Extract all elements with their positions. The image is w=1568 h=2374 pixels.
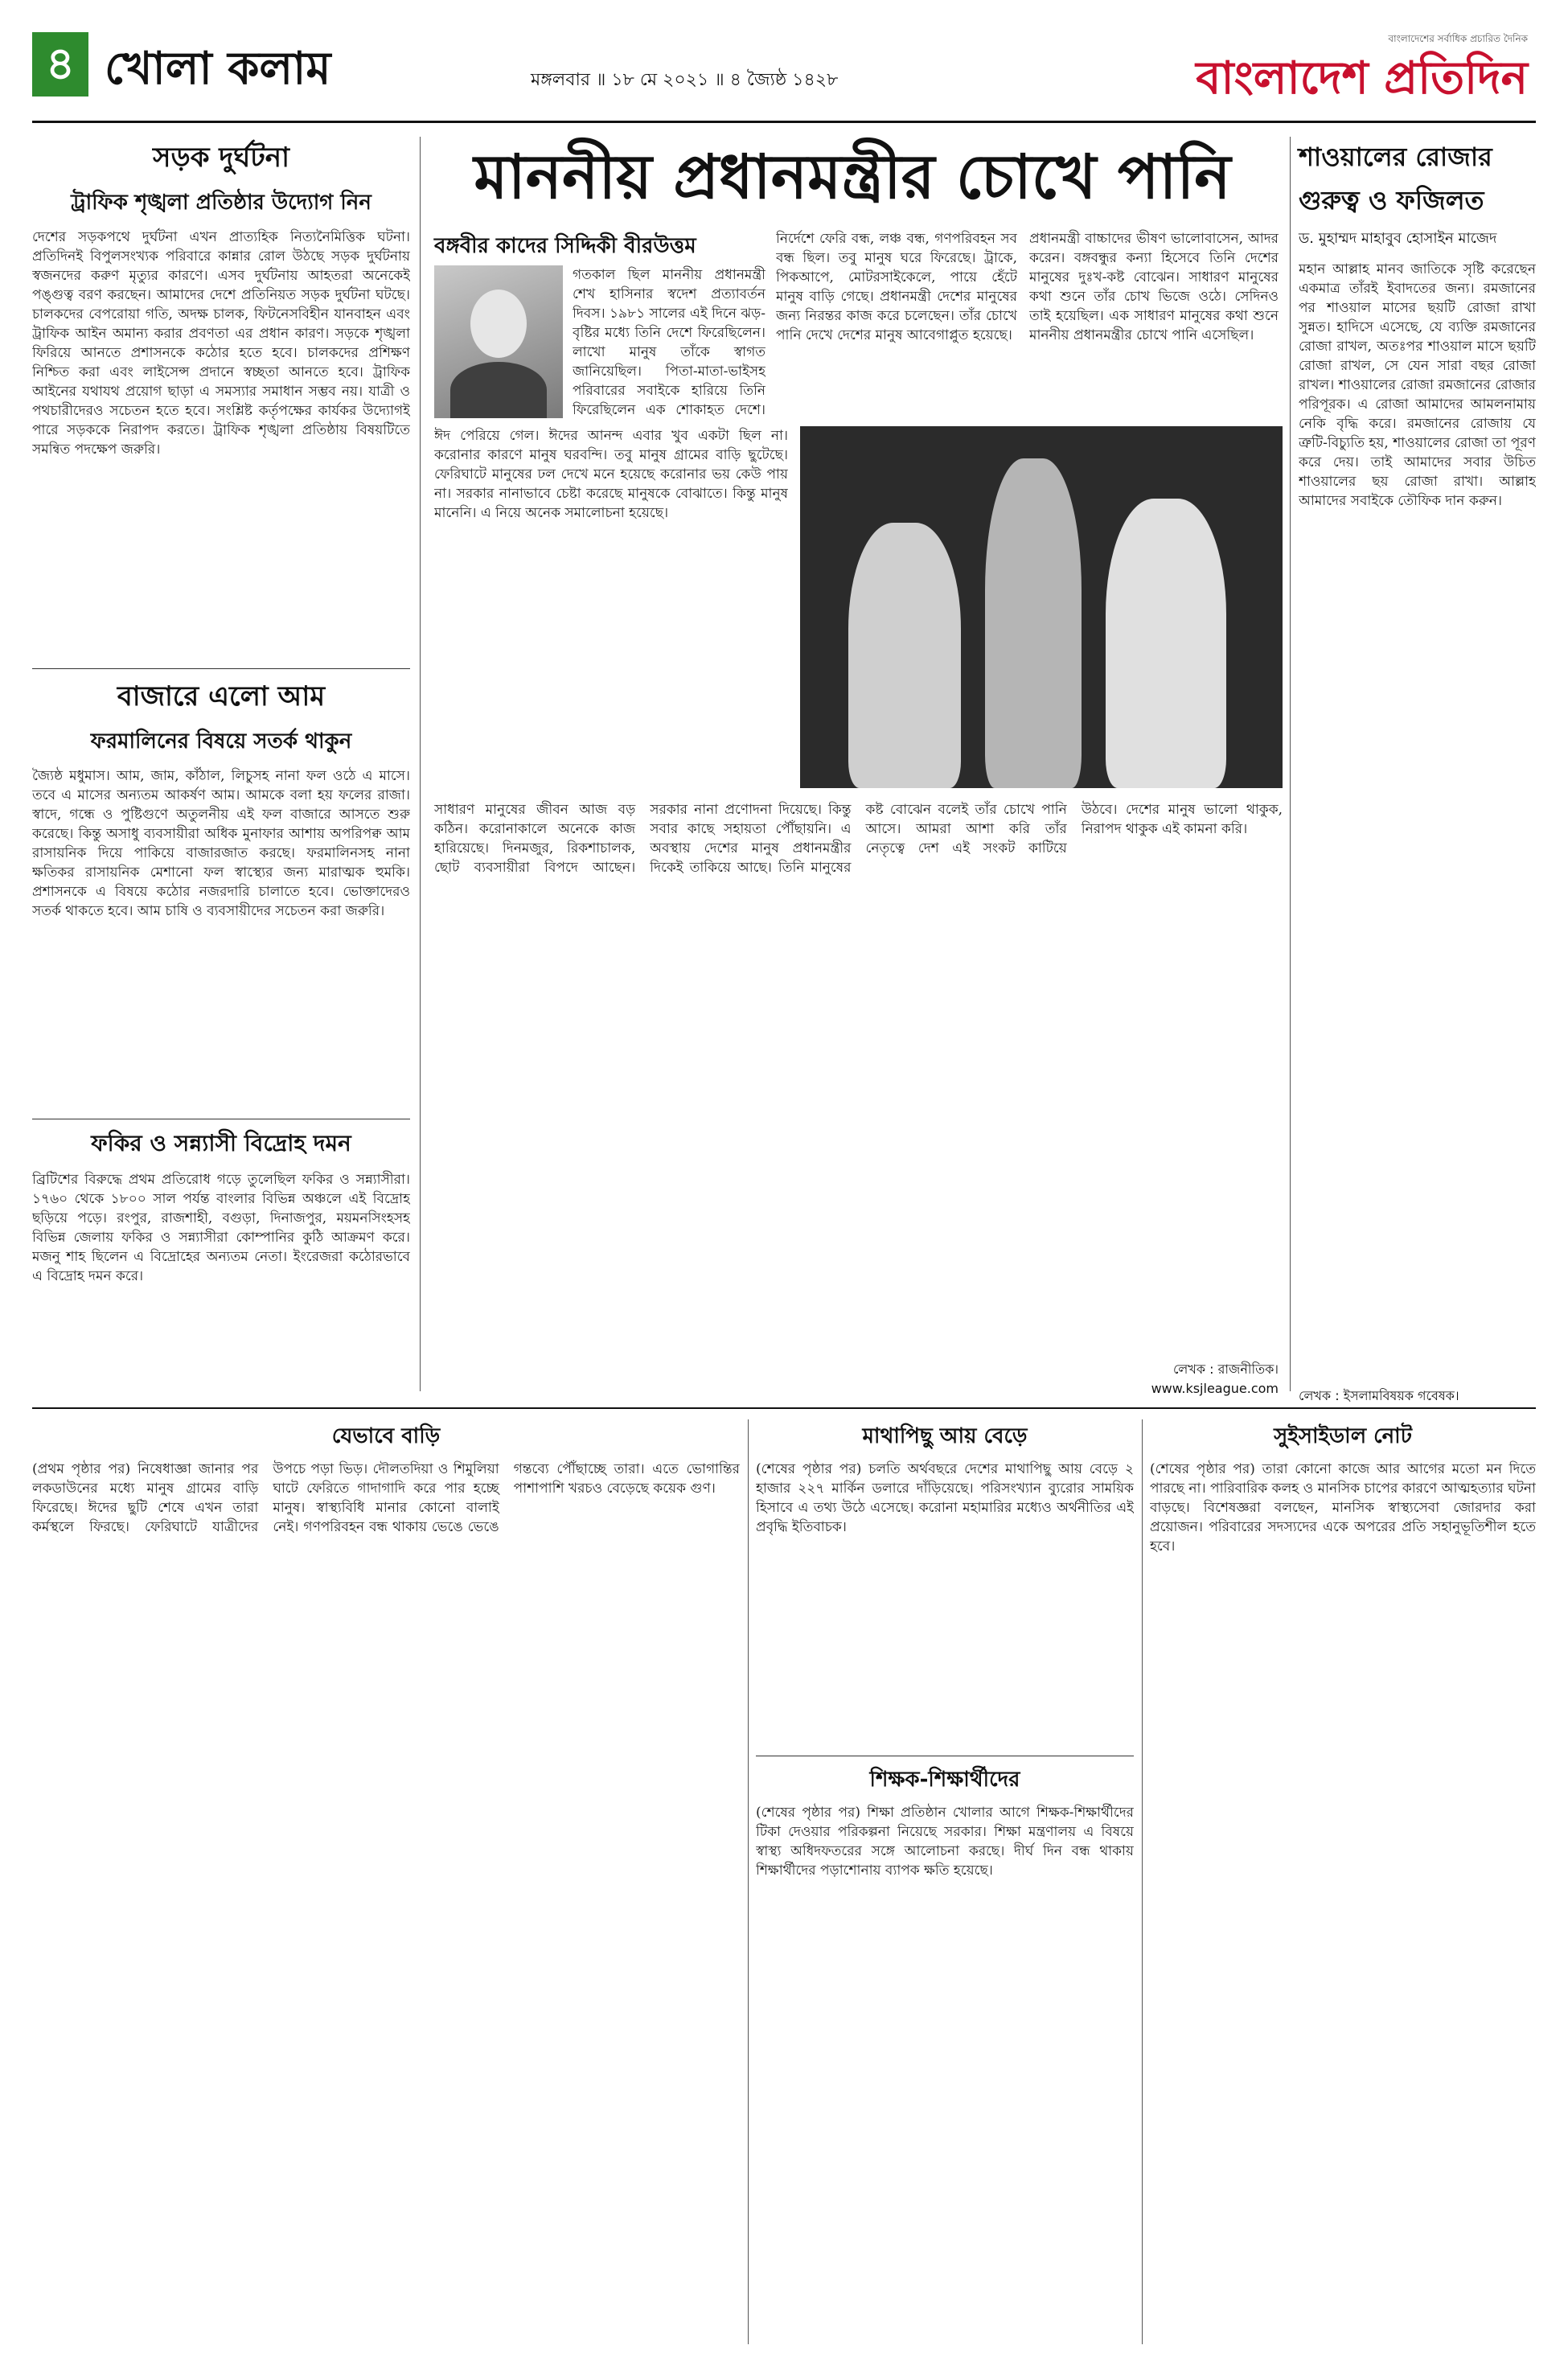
history-body: ব্রিটিশের বিরুদ্ধে প্রথম প্রতিরোধ গড়ে তুলেছিল ফকির ও সন্ন্যাসীরা। ১৭৬০ থেকে ১৮০০ সাল পর্যন্ত বাংলার বিভিন্ন অঞ্চলে এই বিদ্রোহ ছড়িয়ে পড়ে। রংপুর, রাজশাহী, বগুড়া, দিনাজপুর, ময়মনসিংহসহ বিভিন্ন জেলায় ফকির ও সন্ন্যাসীরা কোম্পানির কুঠি আক্রমণ করে। মজনু শাহ ছিলেন এ বিদ্রোহের অন্যতম নেতা। ইংরেজরা কঠোরভাবে এ বিদ্রোহ দমন করে। [32, 1172, 410, 1284]
section-name: খোলা কলাম [105, 43, 331, 95]
column-divider [420, 137, 421, 1391]
masthead [32, 32, 1536, 121]
editorial-subhead: ট্রাফিক শৃঙ্খলা প্রতিষ্ঠার উদ্যোগ নিন [71, 191, 371, 215]
divider [32, 668, 410, 669]
dateline: মঙ্গলবার ॥ ১৮ মে ২০২১ ॥ ৪ জ্যৈষ্ঠ ১৪২৮ [531, 70, 839, 90]
religious-footnote: লেখক : ইসলামবিষয়ক গবেষক। [1299, 1388, 1459, 1403]
author-face [470, 290, 527, 358]
author-credit: লেখক : রাজনীতিক। [1172, 1362, 1279, 1377]
bottom-body: (শেষের পৃষ্ঠার পর) শিক্ষা প্রতিষ্ঠান খোলার আগে শিক্ষক-শিক্ষার্থীদের টিকা দেওয়ার পরিকল্পনা নিয়েছে সরকার। শিক্ষা মন্ত্রণালয় এ বিষয়ে স্বাস্থ্য অধিদফতরের সঙ্গে আলোচনা করছে। দীর্ঘ দিন বন্ধ থাকায় শিক্ষার্থীদের পড়াশোনায় ব্যাপক ক্ষতি হয়েছে। [756, 1805, 1134, 1879]
news-photo [800, 426, 1283, 788]
main-col-2: ঈদ পেরিয়ে গেল। ঈদের আনন্দ এবার খুব একটা ছিল না। করোনার কারণে মানুষ ঘরবন্দি। তবু মানুষ গ্রামের বাড়ি ছুটেছে। ফেরিঘাটে মানুষের ঢল দেখে মনে হয়েছে করোনার ভয় কেউ পায় না। সরকার নানাভাবে চেষ্টা করেছে মানুষকে বোঝাতে। কিন্তু মানুষ মানেনি। এ নিয়ে অনেক সমালোচনা হয়েছে। [434, 428, 788, 521]
bottom-body: (শেষের পৃষ্ঠার পর) তারা কোনো কাজে আর আগের মতো মন দিতে পারছে না। পারিবারিক কলহ ও মানসিক চাপের কারণে আত্মহত্যার ঘটনা বাড়ছে। বিশেষজ্ঞরা বলছেন, মানসিক স্বাস্থ্যসেবা জোরদার করা প্রয়োজন। পরিবারের সদস্যদের একে অপরের প্রতি সহানুভূতিশীল হতে হবে। [1150, 1461, 1536, 1555]
editorial-body: দেশের সড়কপথে দুর্ঘটনা এখন প্রাত্যহিক নিত্যনৈমিত্তিক ঘটনা। প্রতিদিনই বিপুলসংখ্যক পরিবারে কান্নার রোল উঠছে সড়ক দুর্ঘটনায় স্বজনদের করুণ মৃত্যুর কারণে। এসব দুর্ঘটনায় আহতরা অনেকেই পঙ্গুত্ব বরণ করছেন। আমাদের দেশে প্রতিনিয়ত সড়ক দুর্ঘটনা ঘটছে। চালকদের বেপরোয়া গতি, অদক্ষ চালক, ফিটনেসবিহীন যানবাহন এবং ট্রাফিক আইন অমান্য করার প্রবণতা এর প্রধান কারণ। সড়কে শৃঙ্খলা ফিরিয়ে আনতে প্রশাসনকে কঠোর হতে হবে। চালকদের প্রশিক্ষণ নিশ্চিত করা এবং লাইসেন্স প্রদানে স্বচ্ছতা আনতে হবে। ট্রাফিক আইনের যথাযথ প্রয়োগ ছাড়া এ সমস্যার সমাধান সম্ভব নয়। যাত্রী ও পথচারীদেরও সচেতন হতে হবে। সংশ্লিষ্ট কর্তৃপক্ষের কার্যকর উদ্যোগই পারে সড়ককে নিরাপদ করতে। ট্রাফিক শৃঙ্খলা প্রতিষ্ঠায় বিষয়টিতে সমন্বিত পদক্ষেপ জরুরি। [32, 229, 410, 458]
editorial-kicker: সড়ক দুর্ঘটনা [153, 142, 289, 174]
bottom-col-4 [1150, 1419, 1536, 2344]
main-footnote [1029, 1359, 1279, 1399]
header-rule [32, 121, 1536, 123]
page-number: ৪ [32, 32, 88, 97]
column-divider [748, 1419, 749, 2344]
photo-figure [985, 458, 1082, 788]
column-divider [1142, 1419, 1143, 2344]
history-title: ফকির ও সন্ন্যাসী বিদ্রোহ দমন [91, 1130, 351, 1156]
photo-figure [848, 523, 961, 788]
bottom-headline: যেভাবে বাড়ি [331, 1424, 441, 1448]
editorial-road-accident [32, 137, 410, 662]
bottom-col-3 [756, 1419, 1134, 2344]
bottom-body: (শেষের পৃষ্ঠার পর) চলতি অর্থবছরে দেশের মাথাপিছু আয় বেড়ে ২ হাজার ২২৭ মার্কিন ডলারে দাঁড়িয়েছে। পরিসংখ্যান ব্যুরোর সাময়িক হিসাবে এ তথ্য উঠে এসেছে। করোনা মহামারির মধ্যেও অর্থনীতির এই প্রবৃদ্ধি ইতিবাচক। [756, 1461, 1134, 1535]
bottom-headline: মাথাপিছু আয় বেড়ে [862, 1424, 1028, 1448]
column-divider [1290, 137, 1291, 1391]
main-lower-body: সাধারণ মানুষের জীবন আজ বড় কঠিন। করোনাকালে অনেকে কাজ হারিয়েছে। দিনমজুর, রিকশাচালক, ছোট ব্যবসায়ীরা বিপদে আছেন। সরকার নানা প্রণোদনা দিয়েছে। কিন্তু সবার কাছে সহায়তা পৌঁছায়নি। এ অবস্থায় দেশের মানুষ প্রধানমন্ত্রীর দিকেই তাকিয়ে আছে। তিনি মানুষের কষ্ট বোঝেন বলেই তাঁর চোখে পানি আসে। আমরা আশা করি তাঁর নেতৃত্বে দেশ এই সংকট কাটিয়ে উঠবে। দেশের মানুষ ভালো থাকুক, নিরাপদ থাকুক এই কামনা করি। [434, 802, 1283, 876]
author-website: www.ksjleague.com [1151, 1381, 1279, 1396]
religious-author: ড. মুহাম্মদ মাহাবুব হোসাইন মাজেদ [1299, 230, 1497, 247]
bottom-headline: শিক্ষক-শিক্ষার্থীদের [869, 1768, 1020, 1792]
left-column [32, 137, 410, 1391]
editorial-subhead: ফরমালিনের বিষয়ে সতর্ক থাকুন [90, 729, 352, 754]
main-headline: মাননীয় প্রধানমন্ত্রীর চোখে পানি [474, 141, 1231, 212]
section-rule [32, 1407, 1536, 1409]
author-body [450, 362, 547, 418]
brand-logo: বাংলাদেশ প্রতিদিন [1196, 52, 1528, 105]
bottom-headline: সুইসাইডাল নোট [1274, 1424, 1412, 1448]
religious-body: মহান আল্লাহ মানব জাতিকে সৃষ্টি করেছেন একমাত্র তাঁরই ইবাদতের জন্য। রমজানের পর শাওয়াল মাসের ছয়টি রোজা রাখা সুন্নত। হাদিসে এসেছে, যে ব্যক্তি রমজানের রোজা রাখল, অতঃপর শাওয়াল মাসে ছয়টি রোজা রাখল, সে যেন সারা বছর রোজা রাখল। শাওয়ালের রোজা রমজানের রোজার পরিপূরক। এ রোজা আমাদের আমলনামায় নেকি বৃদ্ধি করে। রমজানের রোজায় যে ত্রুটি-বিচ্যুতি হয়, শাওয়ালের রোজা তা পূরণ করে দেয়। তাই আমাদের সবার উচিত শাওয়ালের ছয় রোজা রাখা। আল্লাহ আমাদের সবাইকে তৌফিক দান করুন। [1299, 261, 1536, 509]
main-byline: বঙ্গবীর কাদের সিদ্দিকী বীরউত্তম [434, 234, 696, 258]
main-col-4: প্রধানমন্ত্রী বাচ্চাদের ভীষণ ভালোবাসেন, আদর করেন। বঙ্গবন্ধুর কন্যা হিসেবে তিনি দেশের মানুষের দুঃখ-কষ্ট বোঝেন। সাধারণ মানুষের কথা শুনে তাঁর চোখ ভিজে ওঠে। সেদিনও তাই হয়েছিল। এক সাধারণ মানুষের কথা শুনে মাননীয় প্রধানমন্ত্রীর চোখে পানি এসেছিল। [1029, 231, 1279, 343]
main-col-3: নির্দেশে ফেরি বন্ধ, লঞ্চ বন্ধ, গণপরিবহন সব বন্ধ ছিল। তবু মানুষ ঘরে ফিরেছে। ট্রাকে, পিকআপে, মোটরসাইকেলে, পায়ে হেঁটে মানুষ বাড়ি গেছে। প্রধানমন্ত্রী দেশের মানুষের জন্য নিরন্তর কাজ করে চলেছেন। তাঁর চোখে পানি দেখে দেশের মানুষ আবেগাপ্লুত হয়েছে। [776, 231, 1017, 343]
bottom-body: (প্রথম পৃষ্ঠার পর) নিষেধাজ্ঞা জানার পর লকডাউনের মধ্যে মানুষ গ্রামের বাড়ি ফিরেছে। ঈদের ছুটি শেষে এখন তারা কর্মস্থলে ফিরছে। ফেরিঘাটে যাত্রীদের উপচে পড়া ভিড়। দৌলতদিয়া ও শিমুলিয়া ঘাটে ফেরিতে গাদাগাদি করে পার হচ্ছে মানুষ। স্বাস্থ্যবিধি মানার কোনো বালাই নেই। গণপরিবহন বন্ধ থাকায় ভেঙে ভেঙে গন্তব্যে পৌঁছাচ্ছে তারা। এতে ভোগান্তির পাশাপাশি খরচও বেড়েছে কয়েক গুণ। [32, 1461, 740, 1535]
editorial-mango [32, 676, 410, 1112]
author-photo [434, 265, 563, 418]
religious-article [1299, 137, 1536, 1403]
brand-tagline: বাংলাদেশের সর্বাধিক প্রচারিত দৈনিক [1388, 33, 1528, 44]
history-article [32, 1126, 410, 1391]
editorial-body: জ্যৈষ্ঠ মধুমাস। আম, জাম, কাঁঠাল, লিচুসহ নানা ফল ওঠে এ মাসে। তবে এ মাসের অন্যতম আকর্ষণ আম। আমকে বলা হয় ফলের রাজা। স্বাদে, গন্ধে ও পুষ্টিগুণে অতুলনীয় এই ফল বাজারে আসতে শুরু করেছে। কিন্তু অসাধু ব্যবসায়ীরা অধিক মুনাফার আশায় অপরিপক্ব আম রাসায়নিক দিয়ে পাকিয়ে বাজারজাত করছে। ফরমালিনসহ নানা ক্ষতিকর রাসায়নিক মেশানো ফল স্বাস্থ্যের জন্য মারাত্মক হুমকি। প্রশাসনকে এ বিষয়ে কঠোর নজরদারি চালাতে হবে। ভোক্তাদেরও সতর্ক থাকতে হবে। আম চাষি ও ব্যবসায়ীদের সচেতন করা জরুরি। [32, 768, 410, 919]
bottom-col-1 [32, 1419, 740, 2344]
main-col-1: গতকাল ছিল মাননীয় প্রধানমন্ত্রী শেখ হাসিনার স্বদেশ প্রত্যাবর্তন দিবস। ১৯৮১ সালের এই দিনে ঝড়-বৃষ্টির মধ্যে তিনি দেশে ফিরেছিলেন। লাখো মানুষ তাঁকে স্বাগত জানিয়েছিল। পিতা-মাতা-ভাইসহ পরিবারের সবাইকে হারিয়ে তিনি ফিরেছিলেন এক শোকাহত দেশে। [573, 267, 766, 418]
photo-figure [1106, 499, 1226, 788]
religious-title: শাওয়ালের রোজার গুরুত্ব ও ফজিলত [1299, 142, 1492, 216]
editorial-kicker: বাজারে এলো আম [117, 680, 326, 713]
